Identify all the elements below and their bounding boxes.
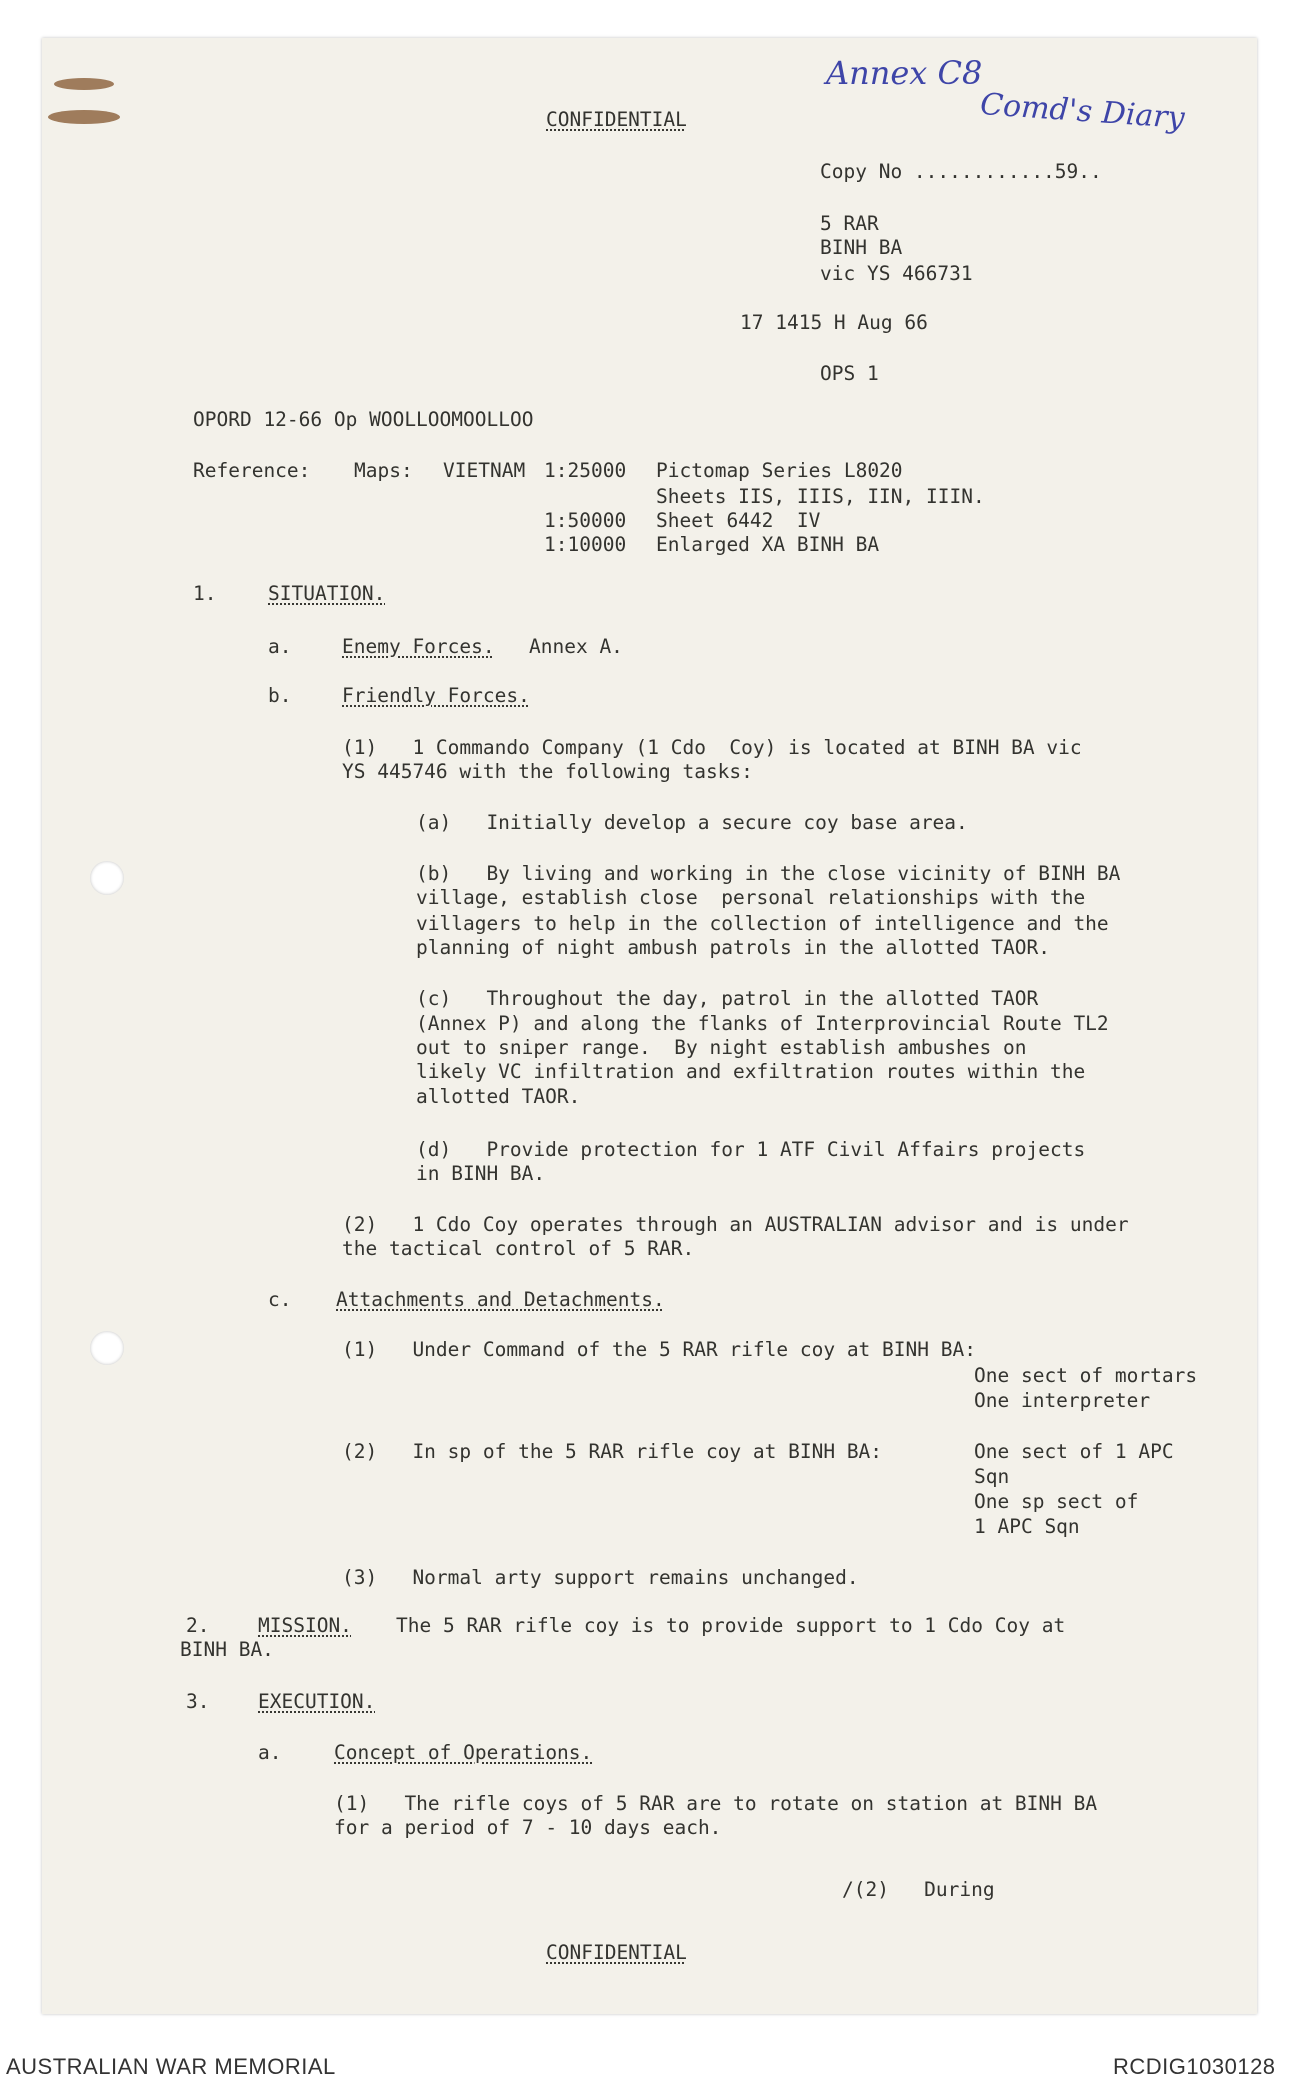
list-item: One sect of 1 APC	[974, 1440, 1174, 1463]
paragraph-line: YS 445746 with the following tasks:	[342, 760, 753, 783]
list-item: One sect of mortars	[974, 1364, 1198, 1387]
punch-hole	[90, 861, 124, 895]
task-line: planning of night ambush patrols in the allotted TAOR.	[416, 936, 1050, 959]
archive-name: AUSTRALIAN WAR MEMORIAL	[6, 2054, 336, 2079]
handwritten-annex-note: Annex C8	[826, 54, 983, 92]
subsection-label: a.	[258, 1741, 282, 1764]
classification-footer: CONFIDENTIAL	[546, 1941, 687, 1964]
task-line: allotted TAOR.	[416, 1085, 581, 1108]
map-country: VIETNAM	[443, 459, 526, 482]
task-line: village, establish close personal relationships with the	[416, 886, 1086, 909]
continuation-marker: /(2) During	[842, 1878, 995, 1901]
unit-name: 5 RAR	[820, 212, 879, 235]
task-line: likely VC infiltration and exfiltration routes within the	[416, 1060, 1086, 1083]
grid-reference: vic YS 466731	[820, 262, 973, 285]
subsection-label: b.	[268, 684, 292, 707]
order-title: OPORD 12-66 Op WOOLLOOMOOLLOO	[193, 408, 534, 431]
rust-stain-mark	[54, 78, 114, 90]
classification-header: CONFIDENTIAL	[546, 108, 687, 131]
mission-text: The 5 RAR rifle coy is to provide support to 1 Cdo Coy at	[396, 1614, 1066, 1637]
subsection-heading: Concept of Operations.	[334, 1741, 593, 1764]
map-description: Sheet 6442 IV	[656, 509, 821, 532]
subsection-heading: Friendly Forces.	[342, 684, 530, 707]
map-description: Sheets IIS, IIIS, IIN, IIIN.	[656, 485, 985, 508]
paragraph-line: for a period of 7 - 10 days each.	[334, 1816, 722, 1839]
subsection-heading: Attachments and Detachments.	[336, 1288, 665, 1311]
archive-reference: RCDIG1030128	[1113, 2054, 1276, 2079]
subsection-heading: Enemy Forces.	[342, 635, 495, 658]
section-heading-situation: SITUATION.	[268, 582, 386, 605]
map-scale: 1:25000	[544, 459, 627, 482]
rust-stain-mark	[48, 110, 120, 124]
task-line: villagers to help in the collection of intelligence and the	[416, 912, 1109, 935]
paragraph-line: (1) 1 Commando Company (1 Cdo Coy) is located at BINH BA vic	[342, 736, 1082, 759]
map-description: Pictomap Series L8020	[656, 459, 903, 482]
subsection-label: c.	[268, 1288, 292, 1311]
map-scale: 1:50000	[544, 509, 627, 532]
section-heading-execution: EXECUTION.	[258, 1690, 376, 1713]
section-number: 1.	[193, 582, 217, 605]
list-item: 1 APC Sqn	[974, 1515, 1080, 1538]
ops-reference: OPS 1	[820, 362, 879, 385]
map-description: Enlarged XA BINH BA	[656, 533, 880, 556]
section-number: 2.	[186, 1614, 210, 1637]
punch-hole	[90, 1331, 124, 1365]
paragraph-line: (2) In sp of the 5 RAR rifle coy at BINH BA:	[342, 1440, 883, 1463]
list-item: Sqn	[974, 1465, 1010, 1488]
paragraph-line: (2) 1 Cdo Coy operates through an AUSTRALIAN advisor and is under	[342, 1213, 1129, 1236]
section-heading-mission: MISSION.	[258, 1614, 352, 1637]
task-line: (Annex P) and along the flanks of Interprovincial Route TL2	[416, 1012, 1109, 1035]
task-line: (a) Initially develop a secure coy base area.	[416, 811, 968, 834]
mission-text: BINH BA.	[180, 1638, 274, 1661]
paragraph-line: (1) Under Command of the 5 RAR rifle coy at BINH BA:	[342, 1338, 976, 1361]
task-line: (b) By living and working in the close vicinity of BINH BA	[416, 862, 1121, 885]
paragraph-line: (1) The rifle coys of 5 RAR are to rotate on station at BINH BA	[334, 1792, 1098, 1815]
section-number: 3.	[186, 1690, 210, 1713]
unit-location: BINH BA	[820, 236, 903, 259]
task-line: out to sniper range. By night establish ambushes on	[416, 1036, 1027, 1059]
task-line: (d) Provide protection for 1 ATF Civil Affairs projects	[416, 1138, 1086, 1161]
subsection-text: Annex A.	[529, 635, 623, 658]
handwritten-diary-note: Comd's Diary	[979, 86, 1186, 137]
paragraph-line: the tactical control of 5 RAR.	[342, 1237, 695, 1260]
task-line: (c) Throughout the day, patrol in the allotted TAOR	[416, 987, 1039, 1010]
subsection-label: a.	[268, 635, 292, 658]
task-line: in BINH BA.	[416, 1162, 546, 1185]
copy-number: Copy No ............59..	[820, 160, 1102, 183]
map-scale: 1:10000	[544, 533, 627, 556]
paragraph-line: (3) Normal arty support remains unchanged.	[342, 1566, 859, 1589]
reference-label: Reference:	[193, 459, 311, 482]
date-time-group: 17 1415 H Aug 66	[740, 311, 928, 334]
maps-label: Maps:	[354, 459, 413, 482]
list-item: One sp sect of	[974, 1490, 1139, 1513]
list-item: One interpreter	[974, 1389, 1151, 1412]
